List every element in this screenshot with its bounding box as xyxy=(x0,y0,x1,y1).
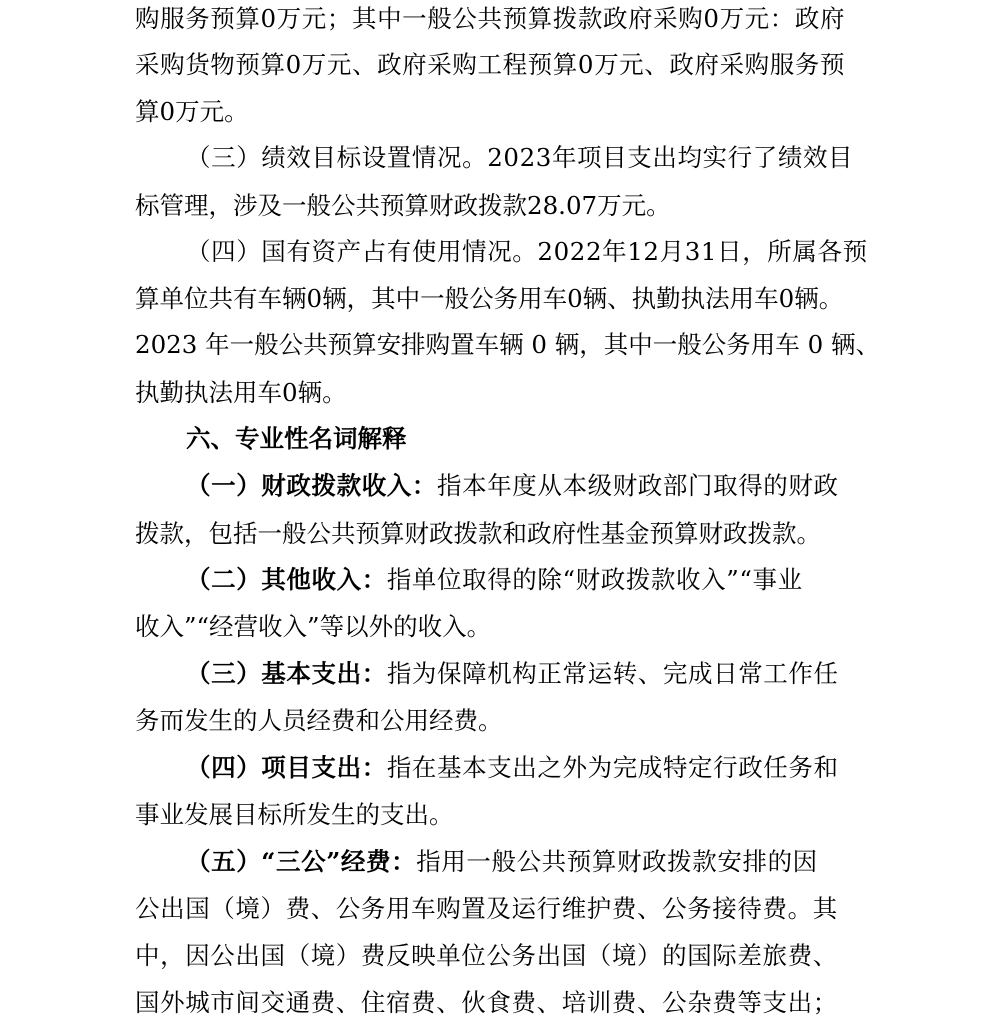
text-line: 务而发生的人员经费和公用经费。 xyxy=(135,706,503,735)
text-line: 购服务预算0万元；其中一般公共预算拨款政府采购0万元：政府 xyxy=(135,4,846,33)
term-label: （一）财政拨款收入： xyxy=(186,471,437,500)
text-line: （四）国有资产占有使用情况。2022年12月31日，所属各预 xyxy=(186,237,868,266)
term-label: （四）项目支出： xyxy=(186,753,387,782)
text-line: 公出国（境）费、公务用车购置及运行维护费、公务接待费。其 xyxy=(135,894,838,923)
term-label: （三）基本支出： xyxy=(186,659,387,688)
text-line: 中，因公出国（境）费反映单位公务出国（境）的国际差旅费、 xyxy=(135,941,838,970)
section-heading: 六、专业性名词解释 xyxy=(186,424,407,453)
text-line: 收入”“经营收入”等以外的收入。 xyxy=(135,612,492,641)
term-label: （二）其他收入： xyxy=(186,565,387,594)
term-line xyxy=(186,659,839,689)
text-line: 国外城市间交通费、住宿费、伙食费、培训费、公杂费等支出； xyxy=(135,988,838,1017)
term-line xyxy=(186,565,803,595)
text-line: 事业发展目标所发生的支出。 xyxy=(135,800,454,829)
text-line: 2023 年一般公共预算安排购置车辆 0 辆，其中一般公务用车 0 辆、 xyxy=(135,330,880,359)
term-line xyxy=(186,847,818,877)
text-line: 算0万元。 xyxy=(135,97,249,126)
term-line xyxy=(186,471,839,501)
term-text: 指为保障机构正常运转、完成日常工作任 xyxy=(386,659,839,688)
term-text: 指在基本支出之外为完成特定行政任务和 xyxy=(386,753,839,782)
text-line: 拨款，包括一般公共预算财政拨款和政府性基金预算财政拨款。 xyxy=(135,519,821,548)
term-label: （五）“三公”经费： xyxy=(186,847,417,876)
term-text: 指本年度从本级财政部门取得的财政 xyxy=(437,471,839,500)
term-text: 指单位取得的除“财政拨款收入”“事业 xyxy=(386,565,803,594)
text-line: 标管理，涉及一般公共预算财政拨款28.07万元。 xyxy=(135,191,671,220)
term-line xyxy=(186,753,839,783)
text-line: 算单位共有车辆0辆，其中一般公务用车0辆、执勤执法用车0辆。 xyxy=(135,284,844,313)
text-line: 执勤执法用车0辆。 xyxy=(135,378,347,407)
text-line: 采购货物预算0万元、政府采购工程预算0万元、政府采购服务预 xyxy=(135,50,846,79)
text-line: （三）绩效目标设置情况。2023年项目支出均实行了绩效目 xyxy=(186,143,854,172)
term-text: 指用一般公共预算财政拨款安排的因 xyxy=(416,847,818,876)
